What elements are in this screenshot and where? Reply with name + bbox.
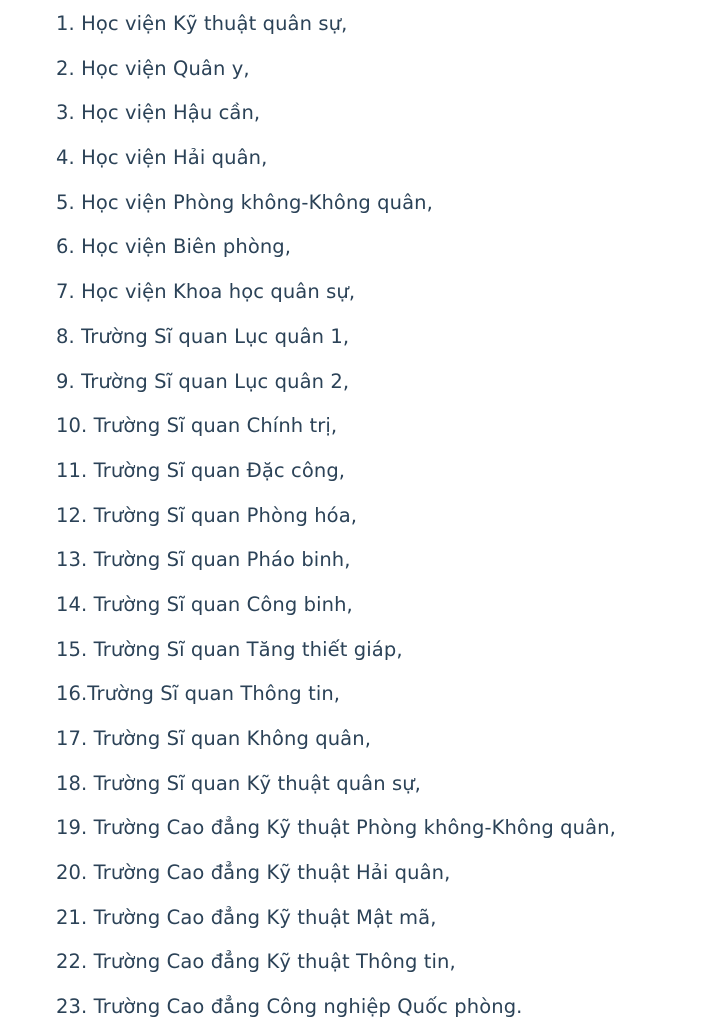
list-item: 19. Trường Cao đẳng Kỹ thuật Phòng không-Không quân, (56, 816, 616, 840)
list-item: 10. Trường Sĩ quan Chính trị, (56, 414, 338, 438)
list-item: 14. Trường Sĩ quan Công binh, (56, 592, 353, 616)
list-item: 7. Học viện Khoa học quân sự, (56, 280, 356, 304)
list-item: 13. Trường Sĩ quan Pháo binh, (56, 548, 351, 572)
list-item: 23. Trường Cao đẳng Công nghiệp Quốc phòng. (56, 995, 523, 1019)
list-item: 5. Học viện Phòng không-Không quân, (56, 190, 433, 214)
list-item: 21. Trường Cao đẳng Kỹ thuật Mật mã, (56, 905, 437, 929)
list-item: 11. Trường Sĩ quan Đặc công, (56, 458, 346, 482)
list-item: 3. Học viện Hậu cần, (56, 101, 261, 125)
list-item: 16.Trường Sĩ quan Thông tin, (56, 682, 341, 706)
list-item: 9. Trường Sĩ quan Lục quân 2, (56, 369, 350, 393)
list-item: 12. Trường Sĩ quan Phòng hóa, (56, 503, 358, 527)
list-item: 18. Trường Sĩ quan Kỹ thuật quân sự, (56, 771, 421, 795)
list-item: 2. Học viện Quân y, (56, 56, 250, 80)
list-item: 4. Học viện Hải quân, (56, 146, 268, 170)
military-schools-list (56, 14, 696, 1017)
list-item: 17. Trường Sĩ quan Không quân, (56, 727, 371, 750)
list-item: 8. Trường Sĩ quan Lục quân 1, (56, 324, 350, 348)
list-item: 22. Trường Cao đẳng Kỹ thuật Thông tin, (56, 950, 456, 974)
list-item: 6. Học viện Biên phòng, (56, 235, 292, 259)
list-item: 1. Học viện Kỹ thuật quân sự, (56, 12, 348, 35)
list-item: 15. Trường Sĩ quan Tăng thiết giáp, (56, 637, 403, 661)
list-item: 20. Trường Cao đẳng Kỹ thuật Hải quân, (56, 861, 451, 885)
